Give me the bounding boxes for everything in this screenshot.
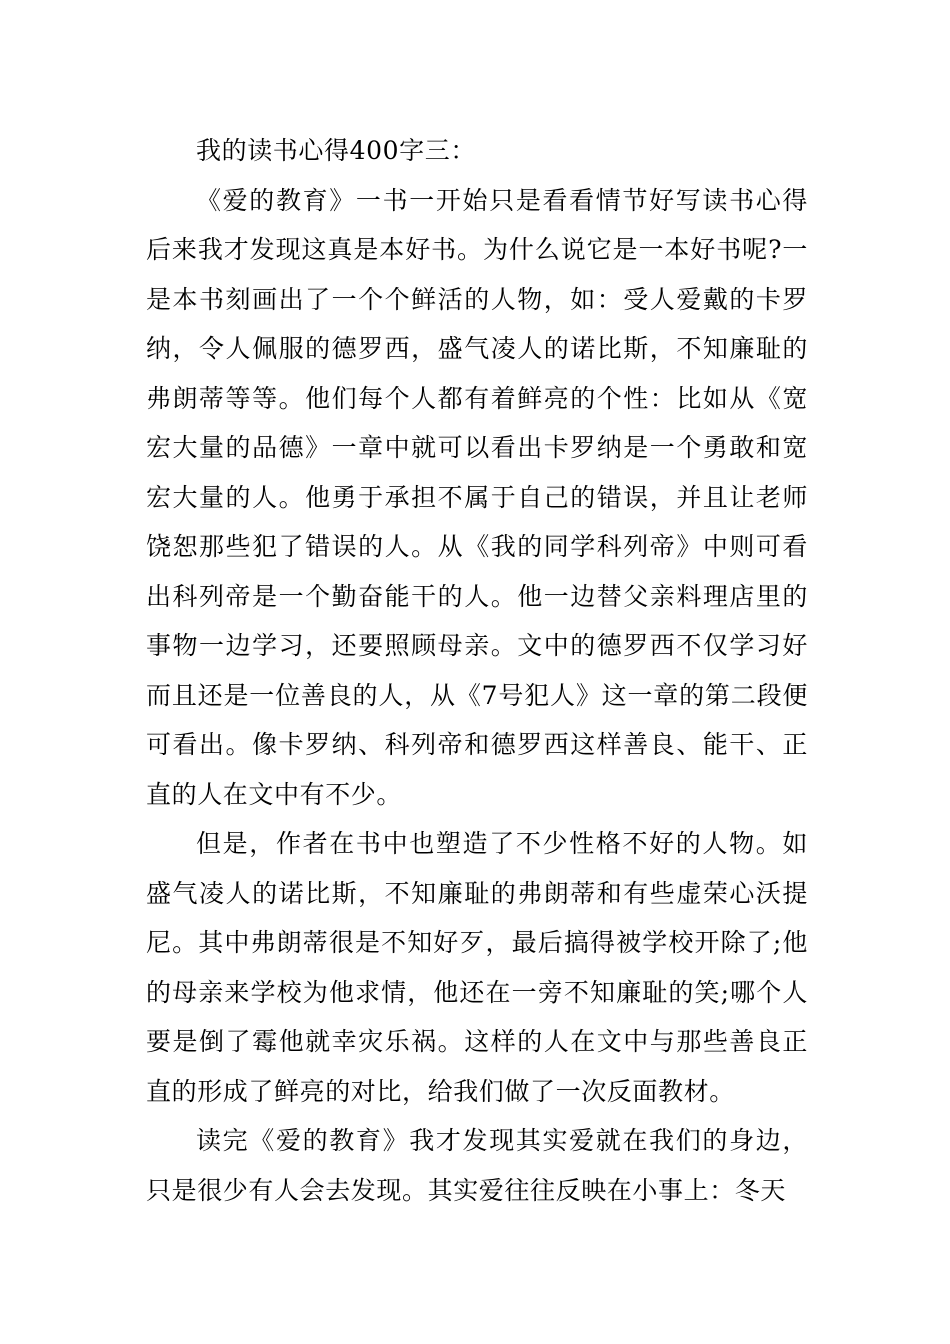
paragraph-1: 《爱的教育》一书一开始只是看看情节好写读书心得后来我才发现这真是本好书。为什么说它是一本好书呢?一是本书刻画出了一个个鲜活的人物，如：受人爱戴的卡罗纳，令人佩服的德罗西，盛气凌人的诺比斯，不知廉耻的弗朗蒂等等。他们每个人都有着鲜亮的个性：比如从《宽宏大量的品德》一章中就可以看出卡罗纳是一个勇敢和宽宏大量的人。他勇于承担不属于自己的错误，并且让老师饶恕那些犯了错误的人。从《我的同学科列帝》中则可看出科列帝是一个勤奋能干的人。他一边替父亲料理店里的事物一边学习，还要照顾母亲。文中的德罗西不仅学习好而且还是一位善良的人，从《7号犯人》这一章的第二段便可看出。像卡罗纳、科列帝和德罗西这样善良、能干、正直的人在文中有不少。: [146, 185, 808, 809]
section-heading: 我的读书心得400字三：: [196, 136, 476, 165]
paragraph-2: 但是，作者在书中也塑造了不少性格不好的人物。如盛气凌人的诺比斯，不知廉耻的弗朗蒂和有些虚荣心沃提尼。其中弗朗蒂很是不知好歹，最后搞得被学校开除了;他的母亲来学校为他求情，他还在一旁不知廉耻的笑;哪个人要是倒了霉他就幸灾乐祸。这样的人在文中与那些善良正直的形成了鲜亮的对比，给我们做了一次反面教材。: [146, 829, 808, 1106]
document-body: [146, 126, 808, 1215]
paragraph-3: 读完《爱的教育》我才发现其实爱就在我们的身边，只是很少有人会去发现。其实爱往往反映在小事上：冬天: [146, 1126, 808, 1205]
